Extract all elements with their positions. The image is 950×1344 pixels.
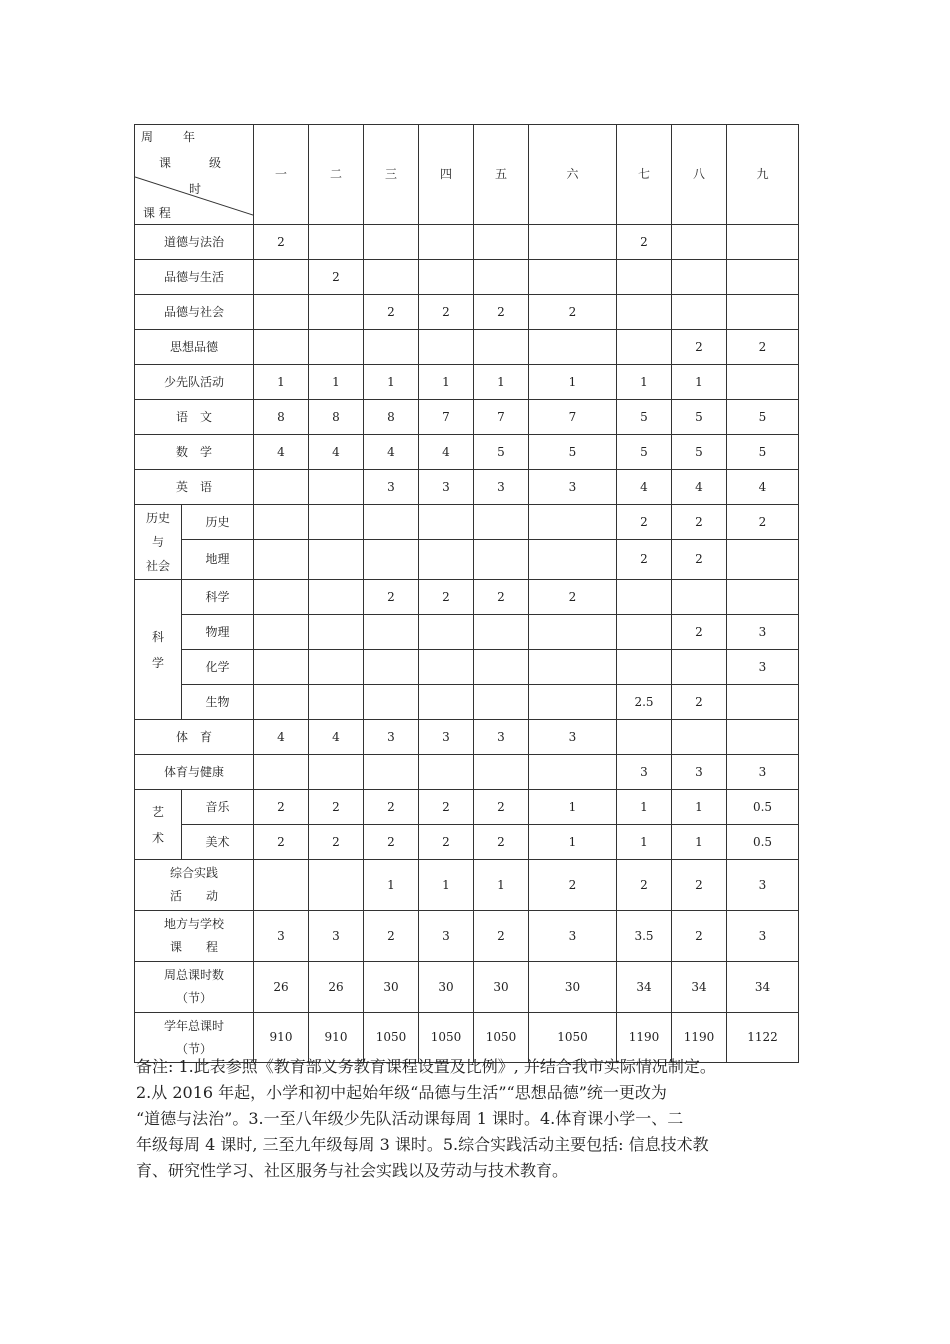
hour-cell: 2 [672,615,727,650]
hour-cell [474,650,529,685]
hour-cell [364,225,419,260]
hour-cell [529,650,617,685]
course-row [135,911,799,962]
hour-cell [254,755,309,790]
hour-cell: 1 [617,790,672,825]
hour-cell: 3 [419,470,474,505]
hour-cell: 3 [474,720,529,755]
hour-cell [254,650,309,685]
course-name [135,962,254,1013]
course-row [135,225,799,260]
hour-cell [672,580,727,615]
header-zhou: 周 [141,130,154,144]
hour-cell [529,330,617,365]
hour-cell: 3.5 [617,911,672,962]
hour-cell: 1050 [364,1013,419,1063]
course-name-line: （节） [175,1041,212,1056]
hour-cell: 2 [617,225,672,260]
course-name: 少先队活动 [135,365,254,400]
hour-cell: 2 [617,540,672,580]
hour-cell: 1 [419,860,474,911]
course-name-line: （节） [175,991,212,1005]
hour-cell: 1122 [727,1013,799,1063]
hour-cell [309,615,364,650]
hour-cell: 1 [672,825,727,860]
curriculum-table [134,124,799,1063]
hour-cell [474,225,529,260]
hour-cell: 3 [727,911,799,962]
hour-cell: 2 [364,580,419,615]
footnote-line: 2.从 2016 年起，小学和初中起始年级“品德与生活”“思想品德”统一更改为 [136,1083,667,1102]
hour-cell: 2 [617,860,672,911]
hour-cell [254,685,309,720]
group-label-line: 科 [151,629,164,644]
hour-cell [364,260,419,295]
course-name-line: 周总课时数 [163,968,224,983]
header-ke: 课 [159,156,172,170]
hour-cell: 2 [419,295,474,330]
footnote-line: “道德与法治”。3.一至八年级少先队活动课每周 1 课时。4.体育课小学一、二 [136,1109,684,1128]
group-label-line: 历史 [145,511,170,525]
hour-cell [364,505,419,540]
grade-header: 六 [529,125,617,225]
hour-cell: 2 [364,911,419,962]
group-label [135,580,182,720]
group-label-line: 艺 [151,804,164,819]
footnote-line: 育、研究性学习、社区服务与社会实践以及劳动与技术教育。 [136,1161,569,1180]
hour-cell [419,685,474,720]
header-nian: 年 [183,130,196,144]
hour-cell: 5 [474,435,529,470]
course-row [135,615,799,650]
course-name: 品德与生活 [135,260,254,295]
hour-cell: 26 [309,962,364,1013]
hour-cell: 4 [364,435,419,470]
hour-cell: 1 [529,790,617,825]
hour-cell [254,615,309,650]
course-name-line: 综合实践 [169,866,218,881]
hour-cell: 3 [727,615,799,650]
course-name: 英 语 [135,470,254,505]
hour-cell: 4 [672,470,727,505]
hour-cell [309,580,364,615]
hour-cell: 3 [364,720,419,755]
hour-cell: 2 [529,295,617,330]
hour-cell: 3 [254,911,309,962]
hour-cell [529,685,617,720]
course-row [135,505,799,540]
hour-cell [474,505,529,540]
hour-cell: 2 [672,505,727,540]
hour-cell: 8 [254,400,309,435]
hour-cell: 2 [474,911,529,962]
course-row [135,860,799,911]
hour-cell: 1 [672,790,727,825]
hour-cell [727,580,799,615]
hour-cell: 4 [309,720,364,755]
hour-cell: 7 [529,400,617,435]
group-label-line: 社会 [145,559,170,573]
course-row [135,720,799,755]
hour-cell [364,330,419,365]
hour-cell: 5 [617,400,672,435]
hour-cell [474,330,529,365]
hour-cell [617,260,672,295]
hour-cell: 34 [727,962,799,1013]
hour-cell: 5 [672,435,727,470]
hour-cell: 30 [474,962,529,1013]
hour-cell: 1050 [474,1013,529,1063]
hour-cell: 3 [474,470,529,505]
hour-cell [617,720,672,755]
course-name: 思想品德 [135,330,254,365]
hour-cell [419,225,474,260]
hour-cell [309,685,364,720]
hour-cell [309,470,364,505]
hour-cell: 1 [474,365,529,400]
hour-cell [309,225,364,260]
hour-cell [419,505,474,540]
course-row [135,400,799,435]
hour-cell: 2 [672,911,727,962]
course-row [135,650,799,685]
hour-cell [309,755,364,790]
hour-cell [617,580,672,615]
hour-cell: 2 [364,295,419,330]
group-label-line: 术 [151,830,164,845]
course-row [135,365,799,400]
hour-cell [672,720,727,755]
grade-header: 二 [309,125,364,225]
hour-cell [254,470,309,505]
hour-cell: 4 [254,720,309,755]
hour-cell: 1 [617,365,672,400]
hour-cell: 8 [309,400,364,435]
hour-cell: 2 [727,505,799,540]
hour-cell [672,260,727,295]
hour-cell: 1050 [529,1013,617,1063]
hour-cell [474,540,529,580]
grade-header: 五 [474,125,529,225]
hour-cell: 34 [672,962,727,1013]
group-label-line: 学 [151,655,164,670]
hour-cell: 3 [419,911,474,962]
subcourse-name: 物理 [182,615,254,650]
hour-cell [254,295,309,330]
hour-cell [419,615,474,650]
hour-cell [617,615,672,650]
hour-cell: 2 [529,860,617,911]
hour-cell: 4 [617,470,672,505]
course-row [135,540,799,580]
hour-cell: 30 [364,962,419,1013]
hour-cell: 3 [529,720,617,755]
hour-cell: 34 [617,962,672,1013]
hour-cell [309,330,364,365]
hour-cell: 30 [529,962,617,1013]
course-row [135,260,799,295]
hour-cell [419,650,474,685]
hour-cell: 3 [419,720,474,755]
hour-cell: 2 [309,790,364,825]
hour-cell: 1 [254,365,309,400]
course-row [135,435,799,470]
subcourse-name: 地理 [182,540,254,580]
course-name: 品德与社会 [135,295,254,330]
header-kecheng: 课 程 [143,206,171,220]
hour-cell [727,225,799,260]
hour-cell: 3 [727,650,799,685]
course-name-line: 课 程 [169,940,218,954]
hour-cell: 2 [419,580,474,615]
course-name [135,860,254,911]
grade-header: 三 [364,125,419,225]
hour-cell [254,260,309,295]
hour-cell: 4 [419,435,474,470]
hour-cell [727,720,799,755]
hour-cell [309,650,364,685]
hour-cell [529,615,617,650]
hour-cell: 1190 [672,1013,727,1063]
course-row [135,580,799,615]
hour-cell: 0.5 [727,790,799,825]
hour-cell: 2 [309,260,364,295]
hour-cell [254,505,309,540]
hour-cell: 2 [364,790,419,825]
hour-cell [529,755,617,790]
subcourse-name: 科学 [182,580,254,615]
group-label-line: 与 [151,535,164,549]
hour-cell [419,755,474,790]
hour-cell: 2 [254,825,309,860]
course-name: 数 学 [135,435,254,470]
subcourse-name: 音乐 [182,790,254,825]
hour-cell [309,540,364,580]
hour-cell [419,330,474,365]
hour-cell [364,755,419,790]
grade-header: 九 [727,125,799,225]
hour-cell [254,330,309,365]
hour-cell: 5 [727,400,799,435]
hour-cell [364,540,419,580]
hour-cell: 2 [309,825,364,860]
hour-cell: 1 [617,825,672,860]
hour-cell: 1 [672,365,727,400]
grade-header: 一 [254,125,309,225]
hour-cell: 2 [474,825,529,860]
hour-cell: 2 [672,540,727,580]
course-row [135,825,799,860]
hour-cell: 2 [672,330,727,365]
course-row [135,470,799,505]
header-shi: 时 [189,182,202,196]
hour-cell [254,540,309,580]
hour-cell [474,755,529,790]
course-name-line: 地方与学校 [163,917,224,932]
hour-cell: 2 [364,825,419,860]
hour-cell: 2 [254,790,309,825]
hour-cell: 5 [727,435,799,470]
hour-cell: 2 [254,225,309,260]
header-ji: 级 [209,156,222,170]
grade-header: 七 [617,125,672,225]
hour-cell: 1 [309,365,364,400]
hour-cell [474,685,529,720]
course-row [135,755,799,790]
hour-cell: 2 [727,330,799,365]
hour-cell: 2 [419,825,474,860]
hour-cell [474,260,529,295]
hour-cell [309,295,364,330]
hour-cell: 3 [617,755,672,790]
hour-cell: 910 [309,1013,364,1063]
hour-cell: 3 [529,470,617,505]
hour-cell [617,295,672,330]
course-name-line: 学年总课时 [163,1018,224,1033]
hour-cell: 4 [727,470,799,505]
hour-cell: 7 [474,400,529,435]
hour-cell: 1 [529,365,617,400]
hour-cell: 1190 [617,1013,672,1063]
course-name-line: 活 动 [169,889,218,903]
hour-cell: 2 [617,505,672,540]
hour-cell [364,685,419,720]
hour-cell: 2 [474,790,529,825]
hour-cell: 4 [309,435,364,470]
hour-cell: 5 [617,435,672,470]
course-name: 体 育 [135,720,254,755]
hour-cell: 2 [474,295,529,330]
group-label [135,790,182,860]
header-diagonal-cell [135,125,254,225]
hour-cell: 26 [254,962,309,1013]
subcourse-name: 历史 [182,505,254,540]
hour-cell: 2 [529,580,617,615]
hour-cell: 1 [364,860,419,911]
hour-cell [617,330,672,365]
course-name: 语 文 [135,400,254,435]
hour-cell: 7 [419,400,474,435]
grade-header: 四 [419,125,474,225]
grade-header: 八 [672,125,727,225]
course-row [135,295,799,330]
course-name: 道德与法治 [135,225,254,260]
hour-cell [309,505,364,540]
course-row [135,330,799,365]
hour-cell [727,685,799,720]
course-row [135,685,799,720]
hour-cell [419,540,474,580]
hour-cell: 2.5 [617,685,672,720]
subcourse-name: 化学 [182,650,254,685]
hour-cell: 3 [529,911,617,962]
hour-cell: 2 [474,580,529,615]
hour-cell [254,860,309,911]
footnote-line: 备注: 1.此表参照《教育部义务教育课程设置及比例》, 并结合我市实际情况制定。 [136,1057,716,1076]
hour-cell [727,540,799,580]
hour-cell [529,225,617,260]
hour-cell [727,260,799,295]
header-row [135,125,799,225]
hour-cell [529,505,617,540]
hour-cell [309,860,364,911]
hour-cell: 0.5 [727,825,799,860]
hour-cell [529,540,617,580]
hour-cell: 2 [672,860,727,911]
hour-cell: 5 [529,435,617,470]
hour-cell: 3 [364,470,419,505]
hour-cell [419,260,474,295]
hour-cell [672,650,727,685]
hour-cell [254,580,309,615]
hour-cell [672,225,727,260]
hour-cell [617,650,672,685]
hour-cell: 4 [254,435,309,470]
hour-cell: 1 [529,825,617,860]
course-row [135,790,799,825]
hour-cell: 30 [419,962,474,1013]
hour-cell [727,365,799,400]
hour-cell: 1050 [419,1013,474,1063]
hour-cell: 1 [419,365,474,400]
subcourse-name: 生物 [182,685,254,720]
hour-cell [727,295,799,330]
hour-cell [529,260,617,295]
course-row [135,962,799,1013]
hour-cell: 8 [364,400,419,435]
footnote [136,1054,816,1184]
hour-cell [364,650,419,685]
course-name: 体育与健康 [135,755,254,790]
hour-cell: 2 [419,790,474,825]
footnote-line: 年级每周 4 课时, 三至九年级每周 3 课时。5.综合实践活动主要包括: 信息技术教 [136,1135,709,1154]
subcourse-name: 美术 [182,825,254,860]
hour-cell: 1 [364,365,419,400]
hour-cell [364,615,419,650]
group-label [135,505,182,580]
hour-cell: 3 [309,911,364,962]
hour-cell [672,295,727,330]
course-name [135,911,254,962]
hour-cell: 2 [672,685,727,720]
hour-cell: 3 [727,755,799,790]
hour-cell [474,615,529,650]
hour-cell: 5 [672,400,727,435]
hour-cell: 910 [254,1013,309,1063]
hour-cell: 1 [474,860,529,911]
hour-cell: 3 [727,860,799,911]
hour-cell: 3 [672,755,727,790]
